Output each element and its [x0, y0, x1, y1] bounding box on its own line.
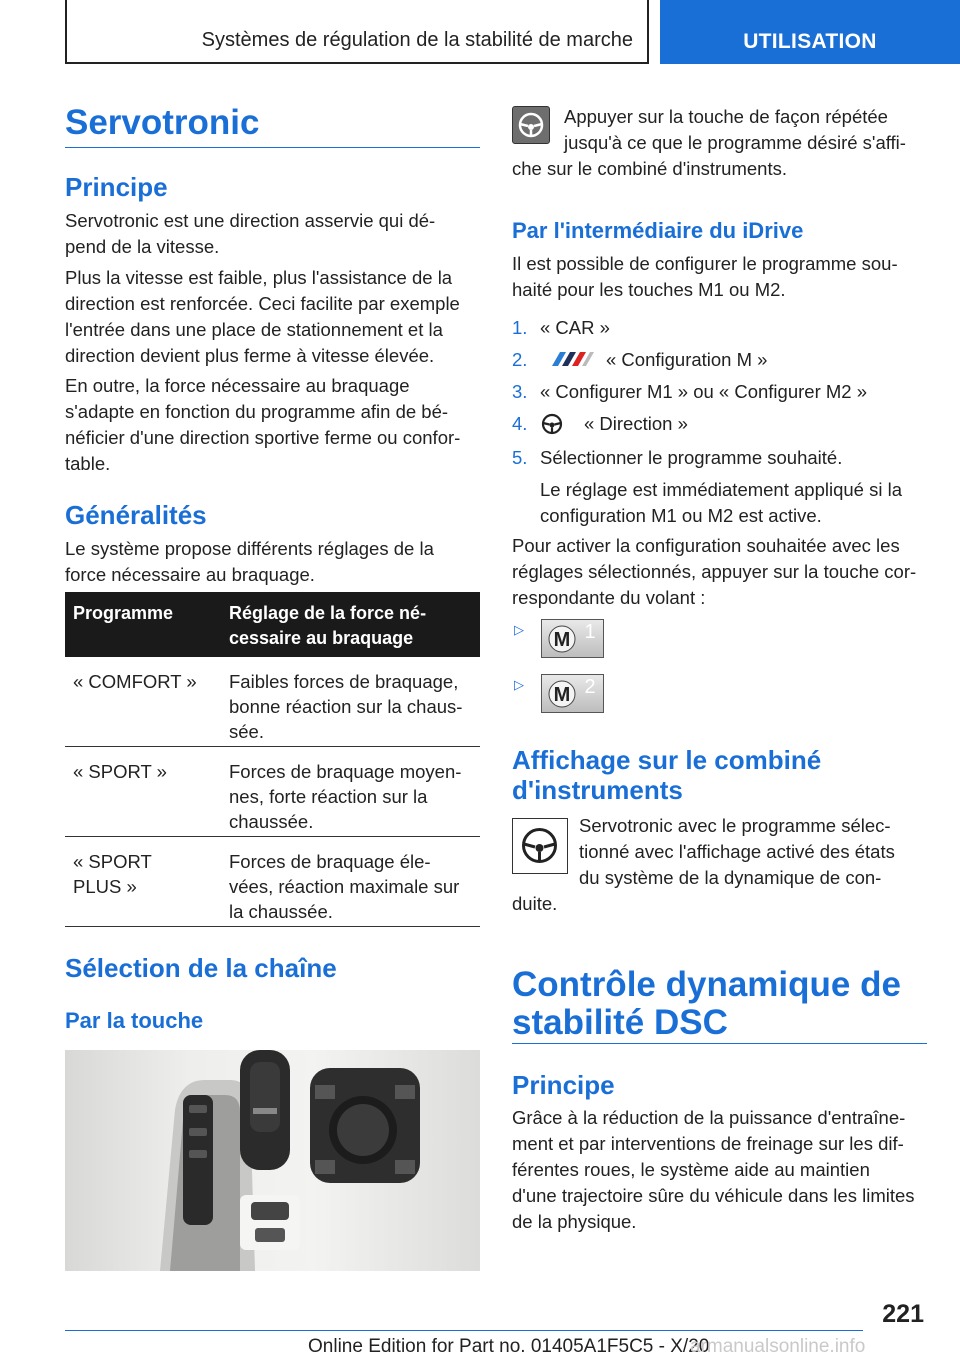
page-number: 221: [882, 1300, 924, 1328]
section-title-dsc: [512, 966, 932, 1042]
line: ment et par interventions de freinage sur les dif-: [512, 1133, 904, 1154]
line: direction est renforcée. Ceci facilite par exemple: [65, 293, 460, 314]
line: d'une trajectoire sûre du véhicule dans les limites: [512, 1185, 915, 1206]
line: la chaussée.: [229, 901, 333, 922]
steering-wheel-icon: [540, 412, 564, 436]
line: Plus la vitesse est faible, plus l'assistance de la: [65, 267, 453, 288]
table-header: [65, 592, 480, 657]
paragraph: [512, 251, 932, 303]
header-program: Programme: [73, 603, 174, 623]
cell-program: « COMFORT »: [73, 671, 197, 692]
footer-rule: [65, 1330, 863, 1331]
line: Le système propose différents réglages de la: [65, 538, 434, 559]
paragraph: [65, 536, 480, 588]
paragraph: [564, 104, 944, 156]
line: force nécessaire au braquage.: [65, 564, 315, 585]
paragraph: [512, 1105, 942, 1235]
heading-selection: Sélection de la chaîne: [65, 953, 337, 983]
line: nes, forte réaction sur la: [229, 786, 428, 807]
step-text: « Configuration M »: [606, 349, 768, 370]
line: En outre, la force nécessaire au braquage: [65, 375, 410, 396]
line: haité pour les touches M1 ou M2.: [512, 279, 786, 300]
line: Grâce à la réduction de la puissance d'entraîne-: [512, 1107, 906, 1128]
line: Servotronic est une direction asservie qui dé-: [65, 210, 436, 231]
programs-table: [65, 592, 480, 927]
step-number: 1.: [512, 317, 528, 338]
m-logo-icon: [548, 350, 596, 368]
chapter-title: Systèmes de régulation de la stabilité de marche: [201, 29, 633, 51]
cell-program: [73, 849, 218, 899]
line: stabilité DSC: [512, 1003, 728, 1042]
line: du système de la dynamique de con-: [579, 867, 882, 888]
line: pend de la vitesse.: [65, 236, 220, 257]
m1-label: 1: [584, 621, 596, 643]
paragraph: che sur le combiné d'instruments.: [512, 158, 787, 179]
m2-label: 2: [584, 676, 596, 698]
line: Réglage de la force né-: [229, 603, 427, 623]
line: Contrôle dynamique de: [512, 965, 901, 1004]
subheading-idrive: Par l'intermédiaire du iDrive: [512, 218, 804, 243]
cell-program: « SPORT »: [73, 761, 167, 782]
step-number: 4.: [512, 413, 528, 434]
title-rule: [512, 1043, 927, 1044]
line: cessaire au braquage: [229, 628, 414, 648]
step-number: 3.: [512, 381, 528, 402]
subheading-par-la-touche: Par la touche: [65, 1008, 204, 1033]
line: férentes roues, le système aide au maintien: [512, 1159, 870, 1180]
line: Servotronic avec le programme sélec-: [579, 815, 891, 836]
cell-setting: [229, 669, 474, 744]
line: Forces de braquage éle-: [229, 851, 431, 872]
line: Il est possible de configurer le programme sou-: [512, 253, 898, 274]
table-row: [65, 657, 480, 747]
paragraph: duite.: [512, 893, 558, 914]
header-box: [65, 0, 649, 64]
line: vées, réaction maximale sur: [229, 876, 460, 897]
line: réglages sélectionnés, appuyer sur la touche cor-: [512, 561, 917, 582]
line: jusqu'à ce que le programme désiré s'affi-: [564, 132, 906, 153]
line: PLUS »: [73, 876, 137, 897]
console-illustration: [65, 1050, 480, 1271]
console-photo: [65, 1050, 480, 1271]
line: respondante du volant :: [512, 587, 706, 608]
step-text: « CAR »: [540, 317, 610, 338]
paragraph: [512, 533, 942, 611]
steering-button-icon: [512, 106, 550, 144]
section-title-servotronic: Servotronic: [65, 103, 260, 142]
paragraph: [65, 373, 480, 477]
line: s'adapte en fonction du programme afin de bé-: [65, 401, 449, 422]
line: Faibles forces de braquage,: [229, 671, 459, 692]
heading-generalites: Généralités: [65, 500, 207, 530]
watermark: armanualsonline.info: [690, 1336, 866, 1357]
line: néficier d'une direction sportive ferme ou confor-: [65, 427, 461, 448]
m1-button-icon: [541, 619, 604, 658]
bullet-triangle-icon: ▷: [514, 677, 524, 692]
svg-text:M: M: [553, 629, 571, 651]
line: Pour activer la configuration souhaitée avec les: [512, 535, 900, 556]
line: Appuyer sur la touche de façon répétée: [564, 106, 888, 127]
paragraph: [579, 813, 939, 891]
table-row: [65, 747, 480, 837]
edition-text: Online Edition for Part no. 01405A1F5C5 - X/20: [308, 1336, 710, 1357]
line: de la physique.: [512, 1211, 637, 1232]
line: d'instruments: [512, 775, 683, 805]
step-number: 5.: [512, 447, 528, 468]
line: chaussée.: [229, 811, 314, 832]
m2-button-icon: [541, 674, 604, 713]
cell-setting: [229, 849, 474, 924]
table-row: [65, 837, 480, 927]
heading-affichage: [512, 745, 932, 805]
line: l'entrée dans une place de stationnement et la: [65, 319, 443, 340]
heading-principe: Principe: [65, 172, 168, 202]
line: sée.: [229, 721, 264, 742]
paragraph: [65, 208, 480, 260]
step-text: « Direction »: [584, 413, 688, 434]
line: Forces de braquage moyen-: [229, 761, 462, 782]
line: configuration M1 ou M2 est active.: [540, 505, 822, 526]
step-text: Sélectionner le programme souhaité.: [540, 447, 843, 468]
header-setting: [229, 601, 469, 651]
line: « SPORT: [73, 851, 152, 872]
line: direction devient plus ferme à vitesse élevée.: [65, 345, 435, 366]
bullet-triangle-icon: ▷: [514, 622, 524, 637]
line: Le réglage est immédiatement appliqué si la: [540, 479, 902, 500]
line: bonne réaction sur la chaus-: [229, 696, 463, 717]
paragraph: [65, 265, 480, 369]
line: Affichage sur le combiné: [512, 745, 822, 775]
section-tab[interactable]: [660, 0, 960, 64]
line: tionné avec l'affichage activé des états: [579, 841, 895, 862]
step-number: 2.: [512, 349, 528, 370]
section-tab-label: UTILISATION: [743, 30, 877, 53]
steering-display-icon: [512, 818, 568, 874]
line: table.: [65, 453, 111, 474]
title-rule: [65, 147, 480, 148]
cell-setting: [229, 759, 474, 834]
step-text: « Configurer M1 » ou « Configurer M2 »: [540, 381, 868, 402]
heading-principe-dsc: Principe: [512, 1070, 615, 1100]
svg-text:M: M: [553, 684, 571, 706]
step-note: [540, 477, 940, 529]
